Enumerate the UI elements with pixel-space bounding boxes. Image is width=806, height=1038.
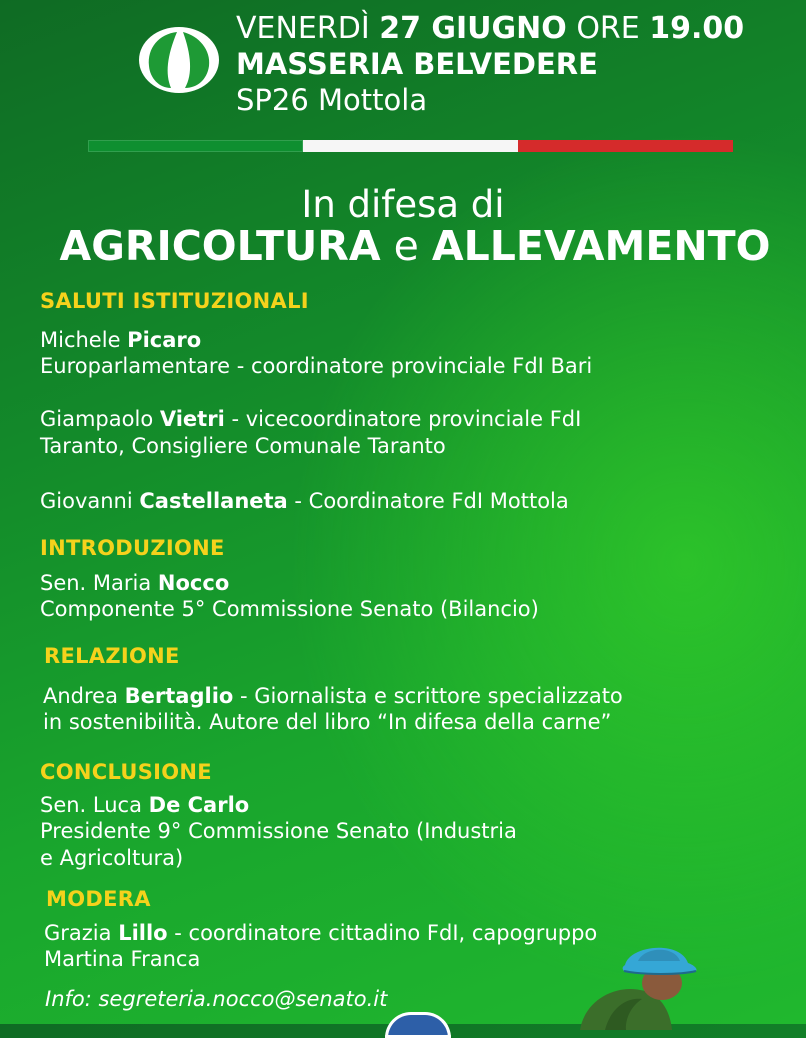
title-line1: In difesa di — [301, 183, 505, 226]
speaker-bertaglio-role: in sostenibilità. Autore del libro “In difesa della carne” — [43, 710, 612, 734]
speaker-decarlo-name: Sen. Luca De Carlo — [40, 793, 250, 817]
leaf-logo-icon — [137, 26, 221, 94]
info-email: Info: segreteria.nocco@senato.it — [45, 987, 388, 1011]
title-line2: AGRICOLTURA e ALLEVAMENTO — [59, 222, 771, 270]
section-conclusione-heading: CONCLUSIONE — [40, 760, 212, 784]
event-road: SP26 Mottola — [236, 83, 428, 117]
farmer-icon — [560, 935, 710, 1030]
speaker-decarlo-role-cont: e Agricoltura) — [40, 846, 184, 870]
speaker-picaro-name: Michele Picaro — [40, 328, 202, 352]
flag-white — [303, 140, 518, 152]
speaker-vietri: Giampaolo Vietri - vicecoordinatore provinciale FdI — [40, 407, 582, 431]
event-date: VENERDÌ 27 GIUGNO ORE 19.00 — [236, 11, 745, 46]
speaker-nocco-name: Sen. Maria Nocco — [40, 571, 230, 595]
speaker-vietri-role: Taranto, Consigliere Comunale Taranto — [40, 434, 446, 458]
italian-flag-bar — [88, 140, 733, 152]
flag-red — [518, 140, 733, 152]
bottom-badge — [385, 1012, 451, 1038]
moderator-lillo: Grazia Lillo - coordinatore cittadino FdI, capogruppo — [44, 921, 598, 945]
speaker-nocco-role: Componente 5° Commissione Senato (Bilancio) — [40, 597, 539, 621]
moderator-lillo-role: Martina Franca — [44, 947, 201, 971]
section-relazione-heading: RELAZIONE — [44, 644, 180, 668]
section-introduzione-heading: INTRODUZIONE — [40, 536, 225, 560]
speaker-picaro-role: Europarlamentare - coordinatore provinciale FdI Bari — [40, 354, 593, 378]
speaker-castellaneta: Giovanni Castellaneta - Coordinatore FdI Mottola — [40, 489, 569, 513]
flag-green — [88, 140, 303, 152]
event-venue: MASSERIA BELVEDERE — [236, 47, 598, 81]
speaker-decarlo-role: Presidente 9° Commissione Senato (Industria — [40, 819, 517, 843]
section-saluti-heading: SALUTI ISTITUZIONALI — [40, 289, 309, 313]
speaker-bertaglio: Andrea Bertaglio - Giornalista e scrittore specializzato — [43, 684, 623, 708]
section-modera-heading: MODERA — [46, 887, 151, 911]
